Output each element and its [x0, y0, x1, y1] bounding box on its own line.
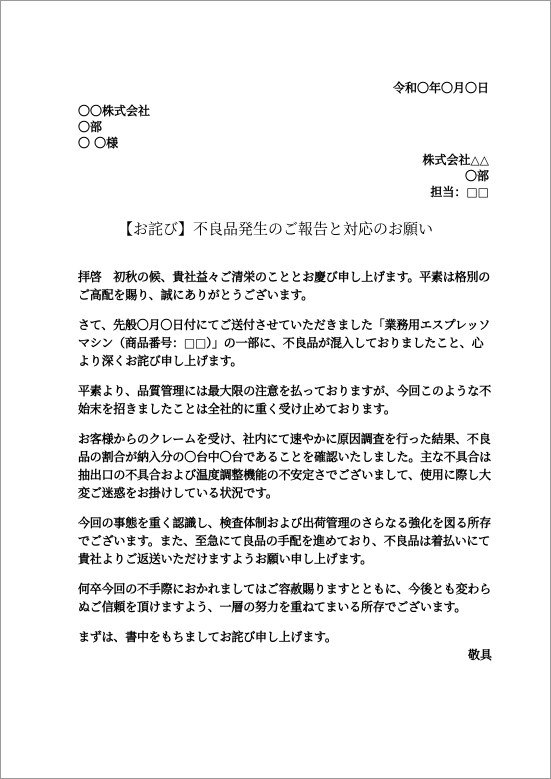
recipient-company: 〇〇株式会社: [78, 104, 151, 118]
paragraph-quality: 平素より、品質管理には最大限の注意を払っておりますが、今回このような不始末を招きましたことは全社的に重く受け止めております。: [78, 384, 492, 416]
sender-block: [423, 152, 489, 200]
sender-department: 〇部: [464, 169, 489, 183]
letter-title: 【お詫び】不良品発生のご報告と対応のお願い: [117, 220, 433, 238]
paragraph-countermeasure: 今回の事態を重く認識し、検査体制および出荷管理のさらなる強化を図る所存でございます。また、至急にて良品の手配を進めており、不良品は着払いにて貴社よりご返送いただけますようお願い申し上げます。: [78, 516, 492, 566]
letter-date: 令和〇年〇月〇日: [392, 81, 489, 95]
recipient-department: 〇部: [78, 120, 103, 134]
sender-company: 株式会社△△: [422, 153, 489, 167]
recipient-block: [78, 103, 150, 151]
paragraph-apology: さて、先般〇月〇日付にてご送付させていただきました「業務用エスプレッソマシン（商品番号：□□）」の一部に、不良品が混入しておりましたこと、心より深くお詫び申し上げます。: [78, 318, 491, 368]
recipient-person: 〇 〇様: [78, 136, 119, 150]
paragraph-request: 何卒今回の不手際におかれましてはご容赦賜りますとともに、今後とも変わらぬご信頼を頂けますよう、一層の努力を重ねてまいる所存でございます。: [78, 582, 492, 614]
paragraph-closing-line: まずは、書中をもちましてお詫び申し上げます。: [78, 630, 337, 644]
closing-word: 敬具: [467, 648, 492, 662]
letter-body: [78, 268, 492, 664]
paragraph-greeting: 拝啓 初秋の候、貴社益々ご清栄のこととお慶び申し上げます。平素は格別のご高配を賜り、誠にありがとうございます。: [78, 270, 491, 302]
paragraph-investigation: お客様からのクレームを受け、社内にて速やかに原因調査を行った結果、不良品の割合が納入分の〇台中〇台であることを確認いたしました。主な不具合は抽出口の不具合および温度調整機能の不安定さでございまして、使用に際し大変ご迷惑をお掛けしている状況です。: [78, 432, 492, 500]
sender-person: 担当：□□: [430, 185, 489, 199]
